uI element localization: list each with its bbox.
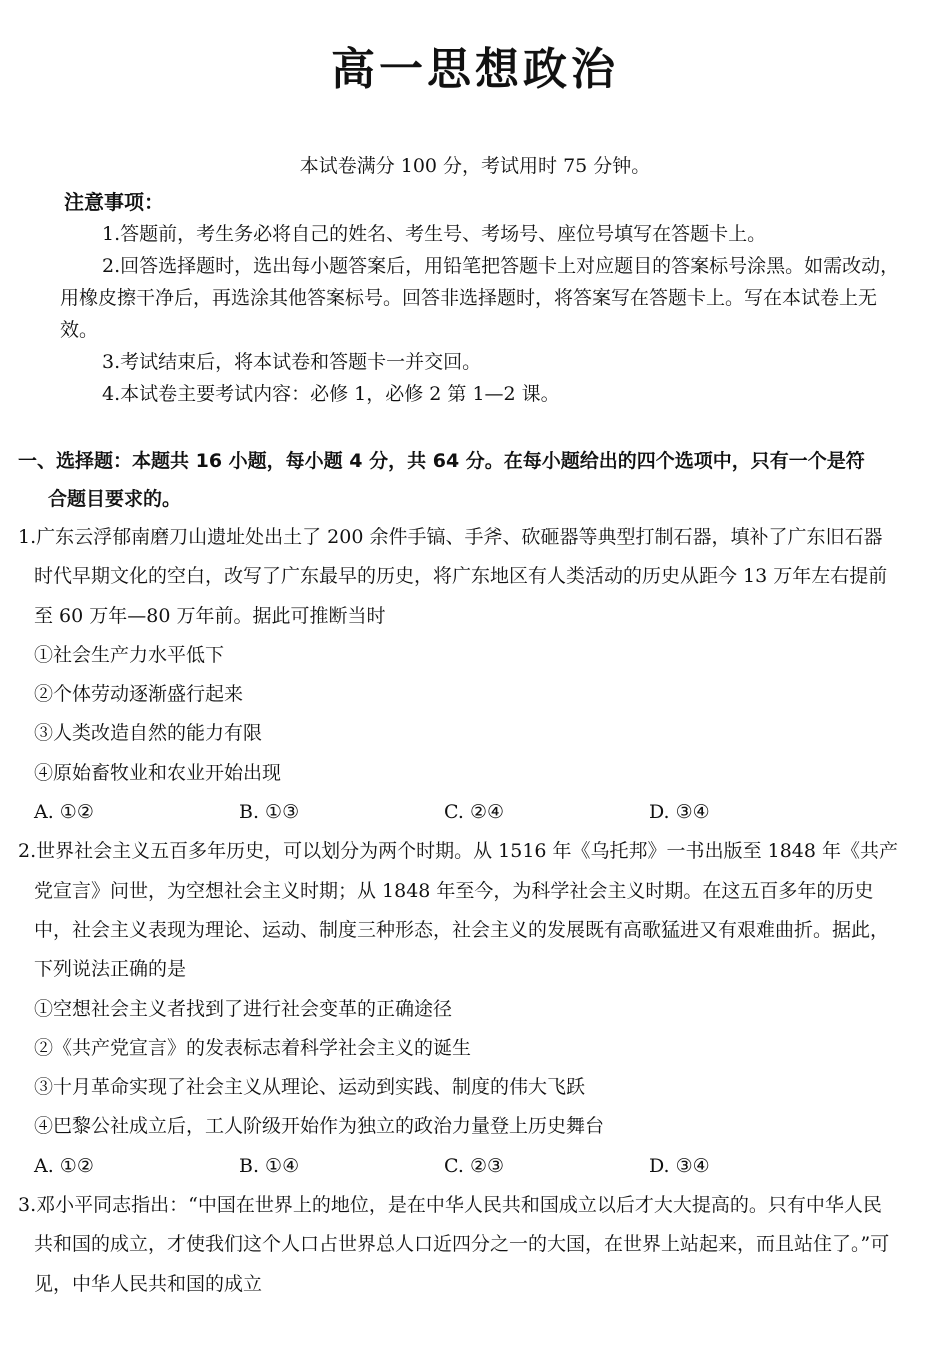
section-heading-line: 合题目要求的。 xyxy=(48,488,182,510)
question-stem: 1.广东云浮郁南磨刀山遗址处出土了 200 余件手镐、手斧、砍砸器等典型打制石器，填补了广东旧石器时代早期文化的空白，改写了广东最早的历史，将广东地区有人类活动的历史从距今 13 万年左右提前至 60 万年—80 万年前。据此可推断当时 xyxy=(18,526,888,627)
question-option: ③人类改造自然的能力有限 xyxy=(34,722,263,745)
section-heading-line: 一、选择题：本题共 16 小题，每小题 4 分，共 64 分。在每小题给出的四个选项中，只有一个是符 xyxy=(18,450,865,472)
question-stem: 3.邓小平同志指出：“中国在世界上的地位，是在中华人民共和国成立以后才大大提高的。只有中华人民共和国的成立，才使我们这个人口占世界总人口近四分之一的大国，在世界上站起来，而且站住了。”可见，中华人民共和国的成立 xyxy=(18,1194,890,1295)
notice-item: 2.回答选择题时，选出每小题答案后，用铅笔把答题卡上对应题目的答案标号涂黑。如需改动，用橡皮擦干净后，再选涂其他答案标号。回答非选择题时，将答案写在答题卡上。写在本试卷上无效。 xyxy=(60,255,900,341)
question-option: ③十月革命实现了社会主义从理论、运动到实践、制度的伟大飞跃 xyxy=(34,1076,586,1099)
answer-choice: A. ①② xyxy=(34,1154,94,1177)
question-3 xyxy=(18,1186,898,1304)
notice-item: 1.答题前，考生务必将自己的姓名、考生号、考场号、座位号填写在答题卡上。 xyxy=(102,223,767,245)
exam-subtitle: 本试卷满分 100 分，考试用时 75 分钟。 xyxy=(299,155,651,177)
notice-block xyxy=(60,186,910,410)
question-option: ④巴黎公社成立后，工人阶级开始作为独立的政治力量登上历史舞台 xyxy=(34,1115,605,1138)
answer-choices xyxy=(18,1147,898,1186)
notice-item: 4.本试卷主要考试内容：必修 1，必修 2 第 1—2 课。 xyxy=(102,383,560,405)
question-list xyxy=(18,518,898,1304)
answer-choice: D. ③④ xyxy=(649,1154,710,1177)
question-option: ②《共产党宣言》的发表标志着科学社会主义的诞生 xyxy=(34,1036,472,1059)
notice-item: 3.考试结束后，将本试卷和答题卡一并交回。 xyxy=(102,351,482,373)
answer-choice: C. ②③ xyxy=(444,1154,505,1177)
answer-choice: B. ①③ xyxy=(239,801,300,824)
answer-choices xyxy=(18,793,898,832)
answer-choice: D. ③④ xyxy=(649,801,710,824)
question-2 xyxy=(18,832,898,1186)
answer-choice: C. ②④ xyxy=(444,801,505,824)
section-heading xyxy=(18,442,898,518)
question-stem: 2.世界社会主义五百多年历史，可以划分为两个时期。从 1516 年《乌托邦》一书出版至 1848 年《共产党宣言》问世，为空想社会主义时期；从 1848 年至今，为科学社会主义时期。在这五百多年的历史中，社会主义表现为理论、运动、制度三种形态，社会主义的发展既有高歌猛进又有艰难曲折。据此，下列说法正确的是 xyxy=(18,840,898,981)
question-option: ④原始畜牧业和农业开始出现 xyxy=(34,761,282,784)
question-option: ②个体劳动逐渐盛行起来 xyxy=(34,683,244,706)
exam-title: 高一思想政治 xyxy=(331,44,619,95)
answer-choice: A. ①② xyxy=(34,801,94,824)
question-option: ①社会生产力水平低下 xyxy=(34,643,225,666)
question-1 xyxy=(18,518,898,832)
notice-heading: 注意事项： xyxy=(64,190,164,214)
answer-choice: B. ①④ xyxy=(239,1154,300,1177)
question-option: ①空想社会主义者找到了进行社会变革的正确途径 xyxy=(34,997,453,1020)
